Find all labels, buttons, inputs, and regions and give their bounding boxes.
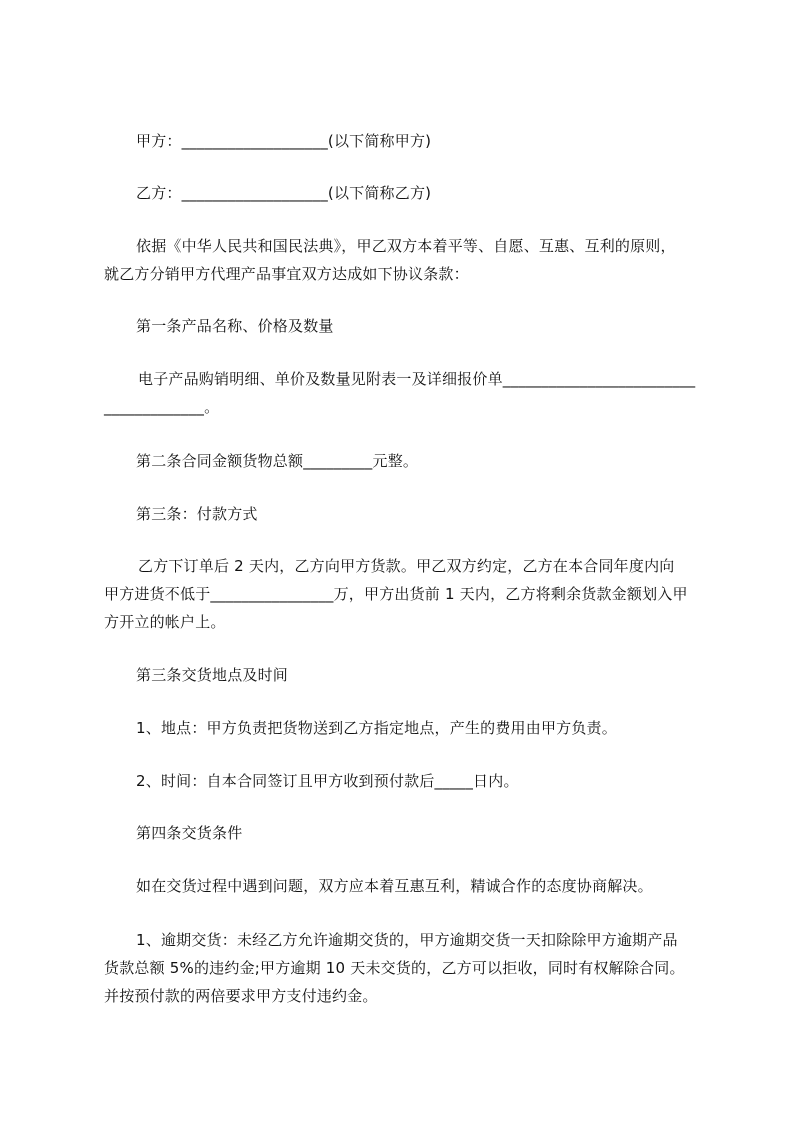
overdue-delivery-line-3: 并按预付款的两倍要求甲方支付违约金。 — [104, 987, 378, 1005]
overdue-delivery-line-2: 货款总额 5%的违约金;甲方逾期 10 天未交货的，乙方可以拒收，同时有权解除合同。 — [104, 959, 685, 977]
intro-paragraph-line-1: 依据《中华人民共和国民法典》，甲乙双方本着平等、自愿、互惠、互利的原则， — [136, 237, 676, 255]
party-b-line: 乙方：___________________(以下简称乙方) — [136, 184, 432, 202]
overdue-delivery-line-1: 1、逾期交货：未经乙方允许逾期交货的，甲方逾期交货一天扣除除甲方逾期产品 — [136, 931, 678, 949]
article-3-title: 第三条：付款方式 — [136, 505, 258, 523]
article-1-body-line-1: 电子产品购销明细、单价及数量见附表一及详细报价单_________________________ — [138, 370, 696, 388]
party-a-line: 甲方：___________________(以下简称甲方) — [136, 132, 432, 150]
article-2-line: 第二条合同金额货物总额_________元整。 — [136, 452, 419, 470]
intro-paragraph-line-2: 就乙方分销甲方代理产品事宜双方达成如下协议条款： — [104, 265, 469, 283]
article-1-body-line-2: _____________。 — [104, 398, 220, 416]
article-3-body-line-3: 方开立的帐户上。 — [104, 613, 226, 631]
article-4-title: 第四条交货条件 — [136, 824, 243, 842]
delivery-location-time-title: 第三条交货地点及时间 — [136, 666, 289, 684]
article-3-body-line-2: 甲方进货不低于________________万，甲方出货前 1 天内，乙方将剩余货款金额划入甲 — [104, 585, 688, 603]
delivery-location-item: 1、地点：甲方负责把货物送到乙方指定地点，产生的费用由甲方负责。 — [136, 719, 617, 737]
article-4-body: 如在交货过程中遇到问题，双方应本着互惠互利，精诚合作的态度协商解决。 — [136, 877, 653, 895]
article-1-title: 第一条产品名称、价格及数量 — [136, 317, 334, 335]
delivery-time-item: 2、时间：自本合同签订且甲方收到预付款后_____日内。 — [136, 772, 519, 790]
article-3-body-line-1: 乙方下订单后 2 天内，乙方向甲方货款。甲乙双方约定，乙方在本合同年度内向 — [138, 557, 675, 575]
